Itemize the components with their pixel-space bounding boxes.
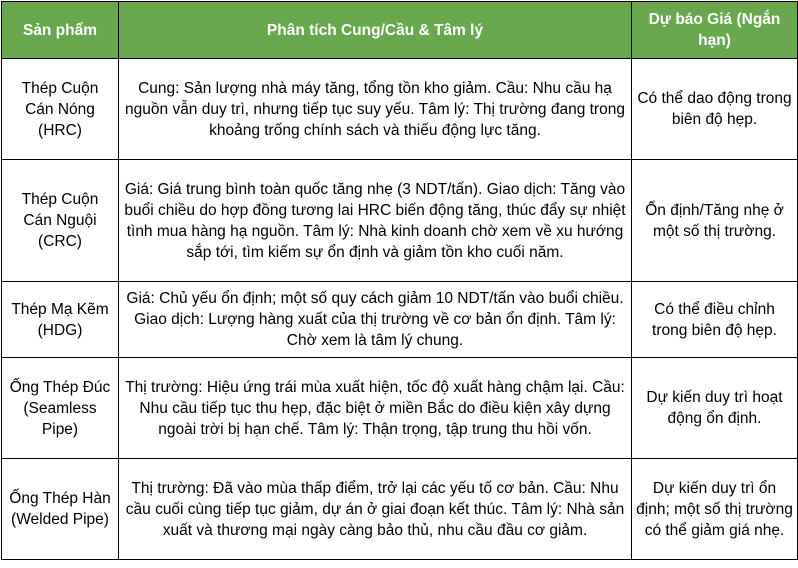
cell-product: Ống Thép Hàn (Welded Pipe) — [2, 459, 119, 560]
cell-product: Thép Cuộn Cán Nguội (CRC) — [2, 160, 119, 282]
cell-analysis: Giá: Chủ yếu ổn định; một số quy cách giảm 10 NDT/tấn vào buổi chiều. Giao dịch: Lượng hàng xuất của thị trường về cơ bản ổn định. Tâm lý: Chờ xem là tâm lý chung. — [119, 282, 632, 358]
cell-product: Thép Cuộn Cán Nóng (HRC) — [2, 59, 119, 160]
table-row — [2, 59, 798, 160]
cell-forecast: Dự kiến duy trì ổn định; một số thị trường có thể giảm giá nhẹ. — [632, 459, 798, 560]
steel-market-table — [1, 1, 798, 560]
cell-analysis: Thị trường: Đã vào mùa thấp điểm, trở lại các yếu tố cơ bản. Cầu: Nhu cầu cuối cùng tiếp tục giảm, dự án ở giai đoạn kết thúc. Tâm lý: Nhà sản xuất và thương mại ngày càng bảo thủ, nhu cầu đầu cơ giảm. — [119, 459, 632, 560]
table-row — [2, 160, 798, 282]
cell-forecast: Có thể dao động trong biên độ hẹp. — [632, 59, 798, 160]
table-row — [2, 358, 798, 459]
table-row — [2, 459, 798, 560]
cell-forecast: Ổn định/Tăng nhẹ ở một số thị trường. — [632, 160, 798, 282]
cell-product: Thép Mạ Kẽm (HDG) — [2, 282, 119, 358]
cell-product: Ống Thép Đúc (Seamless Pipe) — [2, 358, 119, 459]
header-analysis: Phân tích Cung/Cầu & Tâm lý — [119, 2, 632, 59]
header-forecast: Dự báo Giá (Ngắn hạn) — [632, 2, 798, 59]
cell-forecast: Có thể điều chỉnh trong biên độ hẹp. — [632, 282, 798, 358]
table-row — [2, 282, 798, 358]
cell-analysis: Giá: Giá trung bình toàn quốc tăng nhẹ (3 NDT/tấn). Giao dịch: Tăng vào buổi chiều do hợp đồng tương lai HRC biến động tăng, thúc đẩy sự nhiệt tình mua hàng hạ nguồn. Tâm lý: Nhà kinh doanh chờ xem về xu hướng sắp tới, tìm kiếm sự ổn định và giảm tồn kho cuối năm. — [119, 160, 632, 282]
header-product: Sản phẩm — [2, 2, 119, 59]
cell-forecast: Dự kiến duy trì hoạt động ổn định. — [632, 358, 798, 459]
header-row — [2, 2, 798, 59]
cell-analysis: Cung: Sản lượng nhà máy tăng, tổng tồn kho giảm. Cầu: Nhu cầu hạ nguồn vẫn duy trì, nhưng tiếp tục suy yếu. Tâm lý: Thị trường đang trong khoảng trống chính sách và thiếu động lực tăng. — [119, 59, 632, 160]
cell-analysis: Thị trường: Hiệu ứng trái mùa xuất hiện, tốc độ xuất hàng chậm lại. Cầu: Nhu cầu tiếp tục thu hẹp, đặc biệt ở miền Bắc do điều kiện xây dựng ngoài trời bị hạn chế. Tâm lý: Thận trọng, tập trung thu hồi vốn. — [119, 358, 632, 459]
